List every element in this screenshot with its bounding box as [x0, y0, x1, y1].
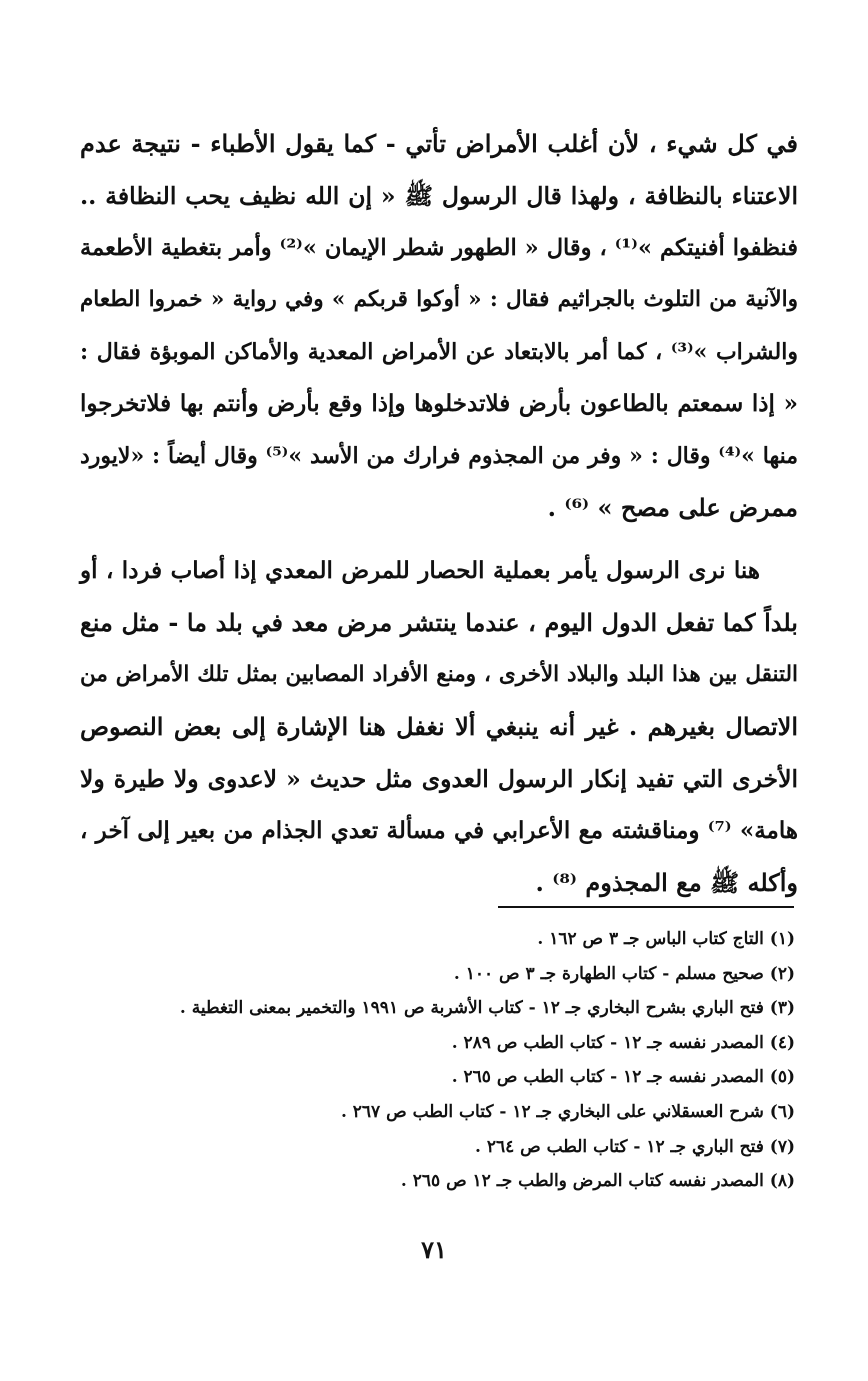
text-line: وأكله ﷺ مع المجذوم ⁽⁸⁾ . — [535, 868, 798, 897]
footnote-divider — [498, 906, 794, 908]
text-line: الأخرى التي تفيد إنكار الرسول العدوى مثل حديث « لاعدوى ولا طيرة ولا — [80, 765, 798, 793]
paragraph-1 — [80, 118, 798, 534]
paragraph-2 — [80, 545, 798, 909]
text-line: الاعتناء بالنظافة ، ولهذا قال الرسول ﷺ « إن الله نظيف يحب النظافة .. — [80, 182, 798, 210]
footnote: (٨) المصدر نفسه كتاب المرض والطب جـ ١٢ ص ٢٦٥ . — [400, 1171, 795, 1192]
footnote: (٢) صحيح مسلم - كتاب الطهارة جـ ٣ ص ١٠٠ . — [453, 963, 795, 984]
footnote: (٣) فتح الباري بشرح البخاري جـ ١٢ - كتاب الأشربة ص ١٩٩١ والتخمير بمعنى التغطية . — [179, 998, 795, 1019]
text-line: هنا نرى الرسول يأمر بعملية الحصار للمرض المعدي إذا أصاب فردا ، أو — [80, 557, 760, 584]
footnote: (٤) المصدر نفسه جـ ١٢ - كتاب الطب ص ٢٨٩ . — [451, 1032, 795, 1053]
footnote: (٥) المصدر نفسه جـ ١٢ - كتاب الطب ص ٢٦٥ . — [451, 1067, 795, 1088]
footnote: (٧) فتح الباري جـ ١٢ - كتاب الطب ص ٢٦٤ . — [474, 1136, 795, 1157]
text-line: فنظفوا أفنيتكم »⁽¹⁾ ، وقال « الطهور شطر الإيمان »⁽²⁾ وأمر بتغطية الأطعمة — [80, 235, 799, 261]
text-line: منها »⁽⁴⁾ وقال : « وفر من المجذوم فرارك من الأسد »⁽⁵⁾ وقال أيضاً : «لايورد — [80, 443, 799, 469]
text-line: « إذا سمعتم بالطاعون بأرض فلاتدخلوها وإذا وقع بأرض وأنتم بها فلاتخرجوا — [80, 390, 798, 417]
text-line: في كل شيء ، لأن أغلب الأمراض تأتي - كما يقول الأطباء - نتيجة عدم — [80, 129, 798, 158]
footnotes — [60, 922, 795, 1199]
text-line: هامة» ⁽⁷⁾ ومناقشته مع الأعرابي في مسألة تعدي الجذام من بعير إلى آخر ، — [80, 817, 798, 844]
footnote: (٦) شرح العسقلاني على البخاري جـ ١٢ - كتاب الطب ص ٢٦٧ . — [340, 1101, 795, 1122]
text-line: التنقل بين هذا البلد والبلاد الأخرى ، ومنع الأفراد المصابين بمثل تلك الأمراض من — [80, 662, 798, 687]
text-line: الاتصال بغيرهم . غير أنه ينبغي ألا نغفل هنا الإشارة إلى بعض النصوص — [80, 712, 798, 741]
text-line: ممرض على مصح » ⁽⁶⁾ . — [547, 493, 798, 522]
text-line: بلداً كما تفعل الدول اليوم ، عندما ينتشر مرض معد في بلد ما - مثل منع — [80, 608, 798, 637]
text-line: والآنية من التلوث بالجراثيم فقال : « أوكوا قربكم » وفي رواية « خمروا الطعام — [80, 287, 798, 312]
text-line: والشراب »⁽³⁾ ، كما أمر بالابتعاد عن الأمراض المعدية والأماكن الموبؤة فقال : — [80, 339, 798, 365]
footnote: (١) التاج كتاب الباس جـ ٣ ص ١٦٢ . — [537, 929, 795, 949]
page-number: ٧١ — [421, 1235, 447, 1264]
